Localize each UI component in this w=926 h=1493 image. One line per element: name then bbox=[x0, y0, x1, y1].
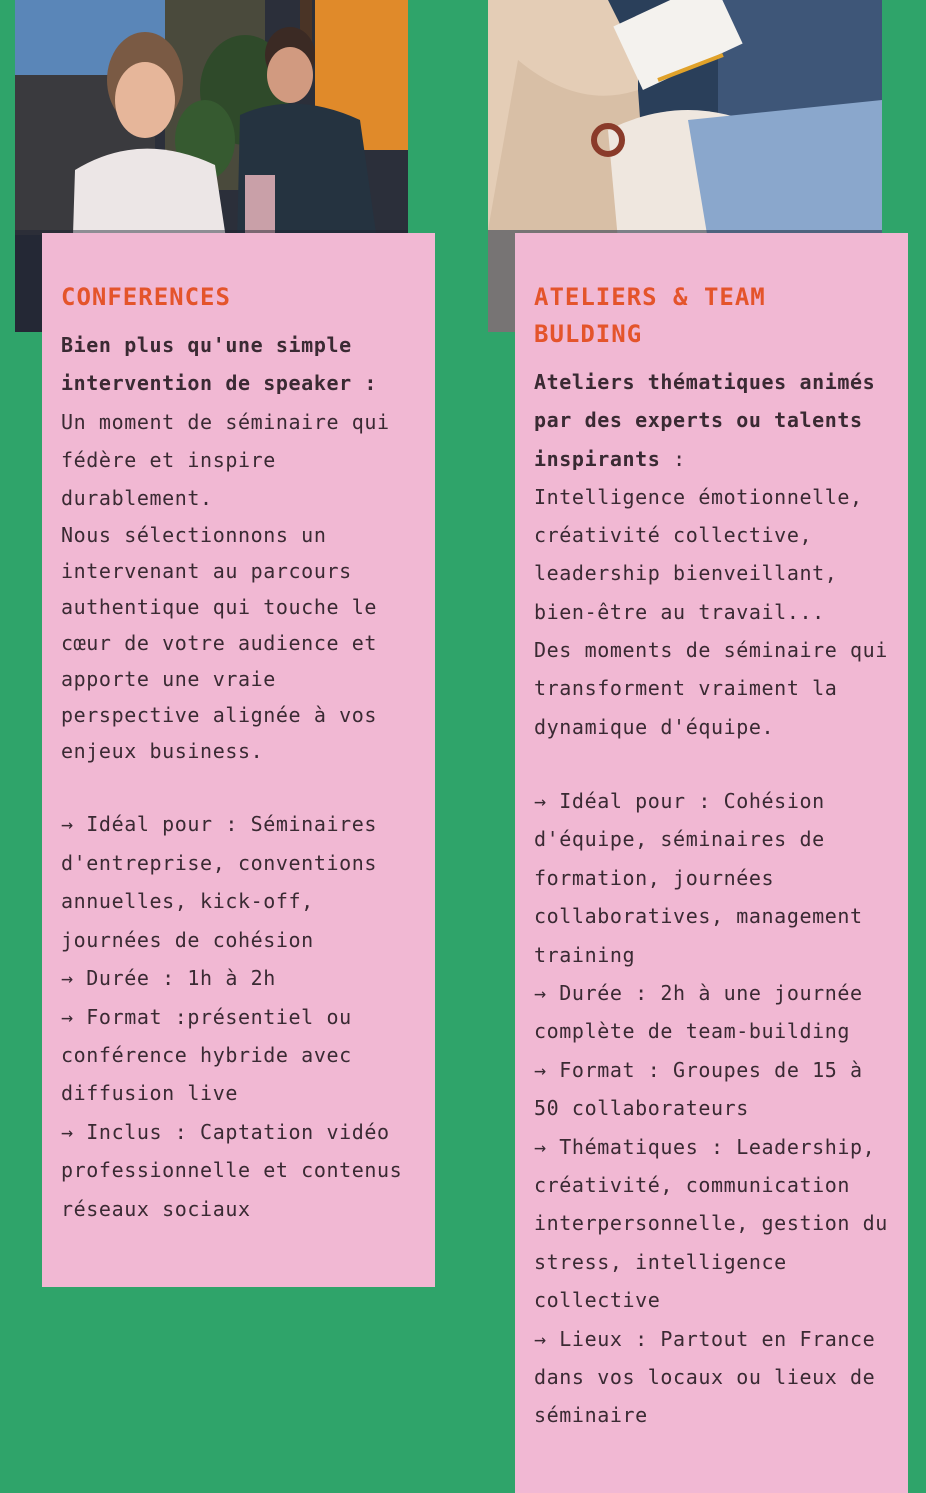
ateliers-title: ATELIERS & TEAM BULDING bbox=[534, 283, 766, 348]
ateliers-lead-suffix: : bbox=[660, 446, 686, 471]
ateliers-bullet-duree: → Durée : 2h à une journée complète de team-building bbox=[534, 981, 863, 1044]
conferences-card bbox=[42, 233, 435, 1287]
conferences-title: CONFERENCES bbox=[61, 283, 231, 311]
conferences-intro: Un moment de séminaire qui fédère et inspire durablement. bbox=[61, 409, 390, 511]
ateliers-intro: Intelligence émotionnelle, créativité collective, leadership bienveillant, bien-être au travail... bbox=[534, 484, 863, 624]
ateliers-bullet-ideal: → Idéal pour : Cohésion d'équipe, séminaires de formation, journées collaboratives, management training bbox=[534, 788, 863, 967]
conferences-bullet-ideal: → Idéal pour : Séminaires d'entreprise, conventions annuelles, kick-off, journées de cohésion bbox=[61, 812, 378, 952]
conferences-bullet-inclus: → Inclus : Captation vidéo professionnelle et contenus réseaux sociaux bbox=[61, 1119, 403, 1221]
ateliers-card bbox=[515, 233, 908, 1493]
conferences-lead: Bien plus qu'une simple intervention de speaker : bbox=[61, 333, 378, 396]
ateliers-lead-paragraph bbox=[534, 363, 889, 478]
ateliers-bullet-format: → Format : Groupes de 15 à 50 collaborateurs bbox=[534, 1057, 863, 1121]
ateliers-bullet-thematiques: → Thématiques : Leadership, créativité, communication interpersonnelle, gestion du stress, intelligence collective bbox=[534, 1134, 888, 1313]
ateliers-lead: Ateliers thématiques animés par des experts ou talents inspirants bbox=[534, 370, 876, 471]
conferences-bullet-format: → Format :présentiel ou conférence hybride avec diffusion live bbox=[61, 1004, 352, 1106]
ateliers-body: Des moments de séminaire qui transforment vraiment la dynamique d'équipe. bbox=[534, 638, 888, 739]
conferences-bullet-duree: → Durée : 1h à 2h bbox=[61, 966, 276, 991]
conferences-body: Nous sélectionnons un intervenant au parcours authentique qui touche le cœur de votre audience et apporte une vraie perspective alignée à vos enjeux business. bbox=[61, 523, 378, 764]
ateliers-bullet-lieux: → Lieux : Partout en France dans vos locaux ou lieux de séminaire bbox=[534, 1326, 876, 1428]
